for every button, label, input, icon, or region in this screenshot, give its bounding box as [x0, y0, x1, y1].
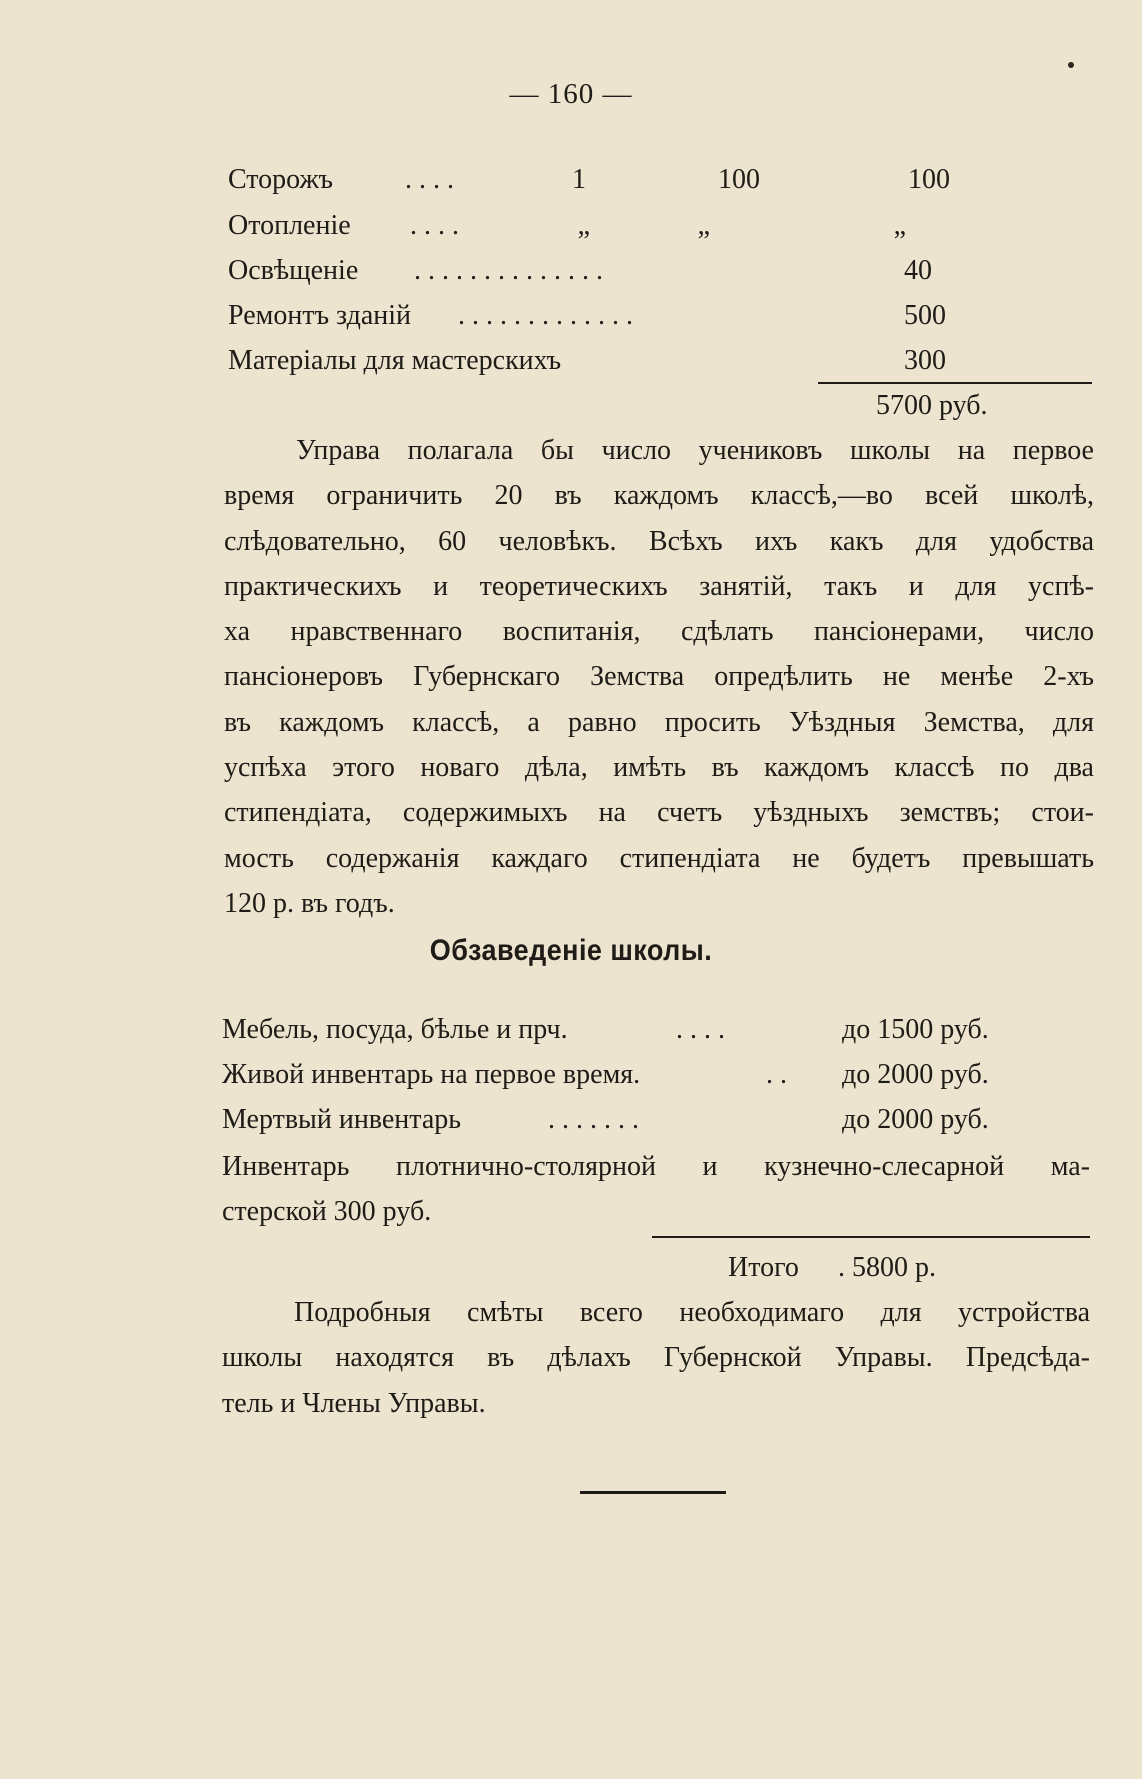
equipment-label: Мертвый инвентарь	[222, 1104, 462, 1135]
text-line: успѣха этого новаго дѣла, имѣть въ каждомъ классѣ по два	[224, 752, 1094, 784]
table-cell-count: 1	[572, 164, 586, 195]
text-line: слѣдовательно, 60 человѣкъ. Всѣхъ ихъ какъ для удобства	[224, 525, 1094, 557]
total-rule	[652, 1236, 1090, 1238]
equipment-label: Живой инвентарь на первое время.	[222, 1059, 641, 1090]
leader-dots: . . . . . . . . . . . . . .	[414, 255, 603, 286]
table-cell-total: 100	[908, 164, 950, 195]
equipment-label: Мебель, посуда, бѣлье и прч.	[222, 1014, 568, 1045]
table-cell-rate: 100	[718, 164, 760, 195]
text-line: стерской 300 руб.	[222, 1196, 432, 1228]
leader-dots: . . . .	[410, 210, 459, 241]
table-cell-rate: „	[697, 210, 710, 241]
closing-rule	[580, 1491, 726, 1494]
page-number: — 160 —	[509, 78, 633, 110]
leader-dots: . . . .	[676, 1014, 725, 1045]
text-line: пансіонеровъ Губернскаго Земства опредѣлить не менѣе 2-хъ	[224, 661, 1094, 693]
text-line: Подробныя смѣты всего необходимаго для устройства	[294, 1297, 1090, 1328]
total-label: Итого	[728, 1252, 799, 1283]
leader-dots: . . . . . . .	[548, 1104, 639, 1135]
table-cell-total: 300	[904, 345, 946, 376]
table-cell-total: „	[893, 210, 906, 241]
equipment-value: до 2000 руб.	[842, 1059, 989, 1090]
text-line: школы находятся въ дѣлахъ Губернской Управы. Предсѣда-	[222, 1342, 1090, 1374]
sum-rule	[818, 382, 1092, 384]
text-line: Инвентарь плотнично-столярной и кузнечно-слесарной ма-	[222, 1151, 1090, 1182]
leader-dots: . .	[766, 1059, 787, 1090]
table-row-label: Отопленіе	[228, 210, 351, 241]
leader-dots: . . . .	[405, 164, 454, 195]
text-line: тель и Члены Управы.	[222, 1387, 486, 1419]
staff-sum: 5700 руб.	[876, 390, 988, 421]
table-cell-total: 500	[904, 300, 946, 331]
table-row-label: Освѣщеніе	[228, 255, 359, 286]
equipment-value: до 1500 руб.	[842, 1014, 989, 1045]
paragraph-estimates	[222, 1290, 1090, 1426]
table-cell-count: „	[577, 210, 590, 241]
text-line: мость содержанія каждаго стипендіата не будетъ превышать	[224, 842, 1094, 874]
ink-speck	[1068, 62, 1074, 68]
section-heading: Обзаведеніе школы.	[429, 934, 713, 967]
equipment-extra	[222, 1144, 1090, 1235]
text-line: время ограничить 20 въ каждомъ классѣ,—во всей школѣ,	[224, 480, 1094, 512]
text-line: практическихъ и теоретическихъ занятій, такъ и для успѣ-	[224, 570, 1094, 602]
paragraph-school-plan	[224, 428, 1094, 926]
text-line: ха нравственнаго воспитанія, сдѣлать пансіонерами, число	[224, 616, 1094, 648]
leader-dots: . . . . . . . . . . . . .	[458, 300, 633, 331]
text-line: въ каждомъ классѣ, а равно просить Уѣздныя Земства, для	[224, 706, 1094, 738]
text-line: стипендіата, содержимыхъ на счетъ уѣздныхъ земствъ; стои-	[224, 797, 1094, 829]
table-row-label: Сторожъ	[228, 164, 333, 195]
table-row-label: Матеріалы для мастерскихъ	[228, 345, 562, 376]
total-value: . 5800 р.	[838, 1252, 936, 1283]
equipment-value: до 2000 руб.	[842, 1104, 989, 1135]
text-line: 120 р. въ годъ.	[224, 887, 395, 919]
table-row-label: Ремонтъ зданій	[228, 300, 412, 331]
table-cell-total: 40	[904, 255, 932, 286]
text-line: Управа полагала бы число учениковъ школы на первое	[296, 435, 1094, 466]
